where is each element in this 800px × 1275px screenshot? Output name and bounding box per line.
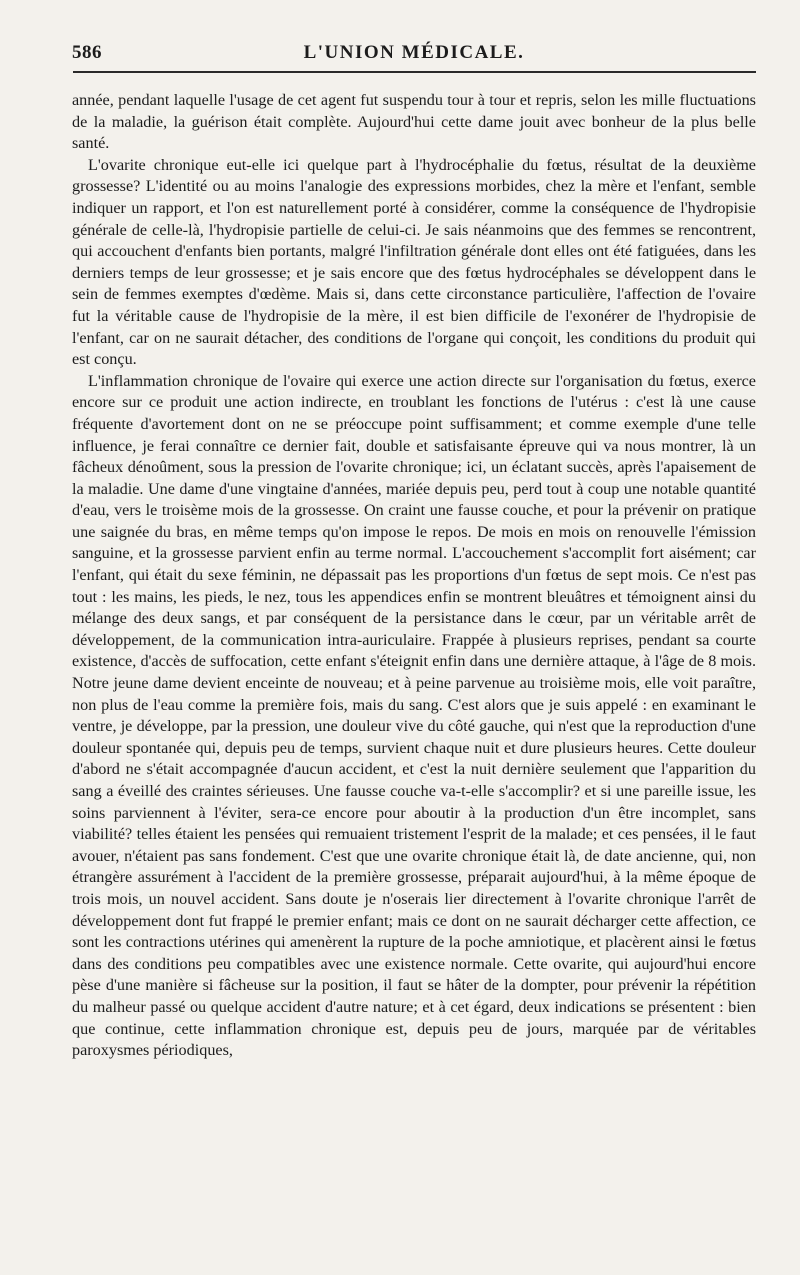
page-header: [72, 38, 756, 68]
page-number: 586: [72, 42, 102, 63]
paragraph-continuation: année, pendant laquelle l'usage de cet agent fut suspendu tour à tour et repris, selon les mille fluctuations de la maladie, la guérison était complète. Aujourd'hui cette dame jouit avec bonheur de la plus belle santé.: [72, 91, 756, 153]
header-rule: [73, 71, 756, 73]
running-title: L'UNION MÉDICALE.: [303, 42, 525, 63]
paragraph-ovarite-hydrocephalie: L'ovarite chronique eut-elle ici quelque part à l'hydrocéphalie du fœtus, résultat de la deuxième grossesse? L'identité ou au moins l'analogie des expressions morbides, chez la mère et l'enfant, semble indiquer un rapport, et l'on est naturellement porté à considérer, comme la conséquence de l'hydropisie générale de celle-là, l'hydropisie partielle de celui-ci. Je sais néanmoins que des femmes se rencontrent, qui accouchent d'enfants bien portants, malgré l'infiltration générale dont elles ont été fatiguées, dans les derniers temps de leur grossesse; et je sais encore que des fœtus hydrocéphales se développent dans le sein de femmes exemptes d'œdème. Mais si, dans cette circonstance particulière, l'affection de l'ovaire fut la véritable cause de l'hydropisie de la mère, il est bien difficile de l'exonérer de l'hydropisie de l'enfant, car on ne saurait détacher, des conditions de l'organe qui conçoit, les conditions du produit qui est conçu.: [72, 155, 756, 369]
paragraph-inflammation-ovaire: L'inflammation chronique de l'ovaire qui exerce une action directe sur l'organisation du fœtus, exerce encore sur ce produit une action indirecte, en troublant les fonctions de l'utérus : c'est là une cause fréquente d'avortement dont on ne se préoccupe point suffisamment; et comme exemple d'une telle influence, je ferai connaître ce dernier fait, double et satisfaisante épreuve qui va nous montrer, là un fâcheux dénoûment, sous la pression de l'ovarite chronique; ici, un éclatant succès, après l'apaisement de la maladie. Une dame d'une vingtaine d'années, mariée depuis peu, perd tout à coup une notable quantité d'eau, vers le troisème mois de la grossesse. On craint une fausse couche, et pour la prévenir on pratique une saignée du bras, en même temps qu'on impose le repos. De mois en mois on renouvelle l'émission sanguine, et la grossesse parvient enfin au terme normal. L'accouchement s'accomplit fort aisément; car l'enfant, qui était du sexe féminin, ne dépassait pas les proportions d'un fœtus de sept mois. Ce n'est pas tout : les mains, les pieds, le nez, tous les appendices enfin se montrent bleuâtres et témoignent ainsi du mélange des deux sangs, et par conséquent de la persistance dans le cœur, par un véritable arrêt de développement, de la communication intra-auriculaire. Frappée à plusieurs reprises, pendant sa courte existence, d'accès de suffocation, cette enfant s'éteignit enfin dans une dernière attaque, à l'âge de 8 mois. Notre jeune dame devient enceinte de nouveau; et à peine parvenue au troisième mois, elle voit paraître, non plus de l'eau comme la première fois, mais du sang. C'est alors que je suis appelé : en examinant le ventre, je développe, par la pression, une douleur vive du côté gauche, qui n'est que la reproduction d'une douleur spontanée qui, depuis peu de temps, survient chaque nuit et dure plusieurs heures. Cette douleur d'abord ne s'était accompagnée d'aucun accident, et c'est la nuit dernière seulement que l'apparition du sang a éveillé des craintes sérieuses. Une fausse couche va-t-elle s'accomplir? et si une pareille issue, les soins parviennent à l'éviter, sera-ce encore pour aboutir à la production d'un être incomplet, sans viabilité? telles étaient les pensées qui remuaient tristement l'esprit de la malade; et ces pensées, il le faut avouer, n'étaient pas sans fondement. C'est que une ovarite chronique était là, de date ancienne, qui, non étrangère assurément à l'accident de la première grossesse, préparait aujourd'hui, à la même époque de trois mois, un nouvel accident. Sans doute je n'oserais lier directement à l'ovarite chronique l'arrêt de développement dont fut frappé le premier enfant; mais ce dont on ne saurait décharger cette affection, ce sont les contractions utérines qui amenèrent la rupture de la poche amniotique, et placèrent ainsi le fœtus dans des conditions peu compatibles avec une existence normale. Cette ovarite, qui aujourd'hui encore pèse d'une manière si fâcheuse sur la position, il faut se hâter de la dompter, pour prévenir la répétition du malheur passé ou quelque accident d'autre nature; et à cet égard, deux indications se présentent : bien que continue, cette inflammation chronique est, depuis peu de jours, marquée par de véritables paroxysmes périodiques,: [72, 371, 756, 1060]
article-body: [72, 90, 756, 1062]
journal-page: [72, 38, 756, 1263]
